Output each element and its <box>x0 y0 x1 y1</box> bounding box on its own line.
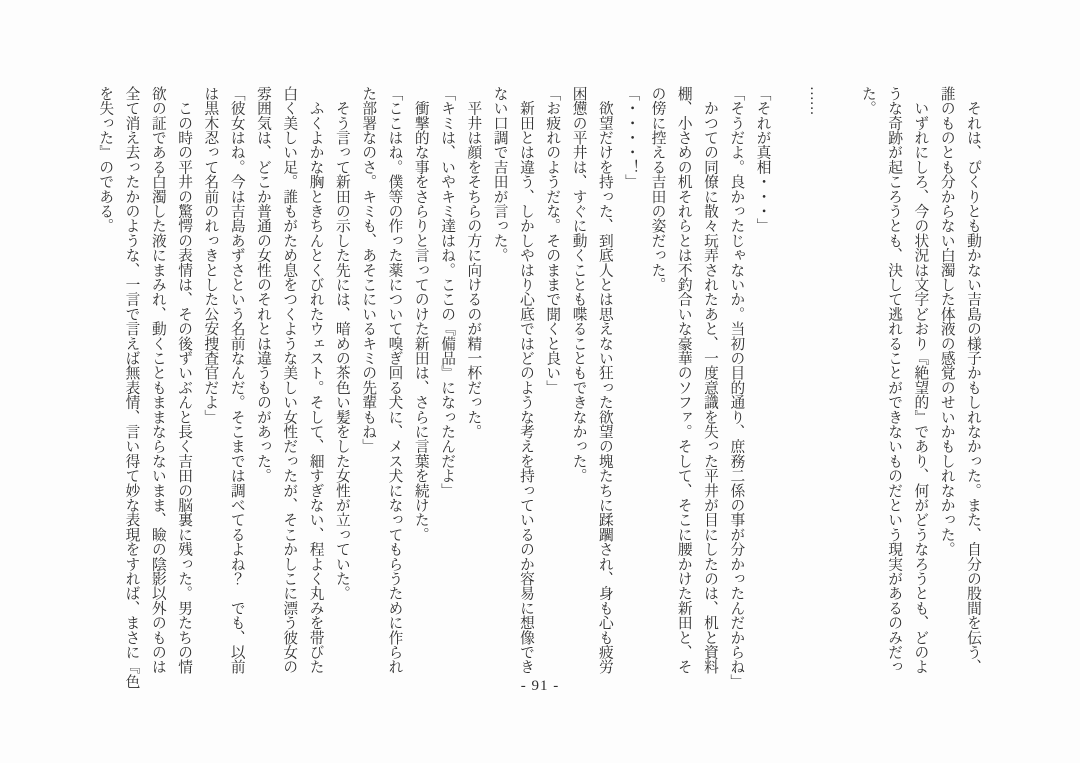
text-line-ellipsis: …… <box>807 86 824 116</box>
text-line: 衝撃的な事をさらりと言ってのけた新田は、さらに言葉を続けた。 <box>412 86 429 542</box>
text-line: 雰囲気は、どこか普通の女性のそれとは違うものがあった。 <box>254 86 271 483</box>
text-line: 「彼女はね。今は吉島あずさという名前なんだ。そこまでは調べてるよね？ でも、以前 <box>228 86 245 674</box>
text-line: それは、ぴくりとも動かない吉島の様子かもしれなかった。また、自分の股間を伝う、 <box>965 86 981 674</box>
text-line: 「お疲れのようだな。そのままで聞くと良い」 <box>544 86 561 395</box>
text-line: の傍に控える吉田の姿だった。 <box>649 86 666 292</box>
text-line: 全て消え去ったかのような、一言で言えば無表情、言い得て妙な表現をすれば、まさに『色 <box>123 86 140 689</box>
text-line: うな奇跡が起ころうとも、決して逃れることができないものだという現実があるのみだっ <box>886 86 903 674</box>
text-line: 「キミは、いやキミ達はね。ここの『備品』になったんだよ」 <box>439 86 456 498</box>
text-line: た。 <box>859 86 876 116</box>
text-line: た部署なのさ。キミも、あそこにいるキミの先輩もね」 <box>360 86 377 454</box>
text-line: 「それが真相・・・」 <box>754 86 771 233</box>
text-line: 新田とは違う、しかしやはり心底ではどのような考えを持っているのか容易に想像でき <box>517 86 534 674</box>
text-line: 白く美しい足。誰もがため息をつくような美しい女性だったが、そこかしこに漂う彼女の <box>281 86 298 674</box>
text-line-blank <box>776 86 802 682</box>
text-line: そう言って新田の示した先には、暗めの茶色い髪をした女性が立っていた。 <box>333 86 350 601</box>
text-line: 困憊の平井は、すぐに動くことも喋ることもできなかった。 <box>570 86 587 483</box>
text-line: 平井は顔をそちらの方に向けるのが精一杯だった。 <box>465 86 482 439</box>
text-line: 棚、小さめの机それらとは不釣合いな豪華のソファ。そして、そこに腰かけた新田と、そ <box>675 86 692 674</box>
text-line: 欲の証である白濁した液にまみれ、動くこともままならないまま、瞼の陰影以外のものは <box>149 86 166 674</box>
text-line: ふくよかな胸ときちんとくびれたウェスト。そして、細すぎない、程よく丸みを帯びた <box>307 86 324 674</box>
text-line: いずれにしろ、今の状況は文字どおり『絶望的』であり、何がどうなろうとも、どのよ <box>912 86 929 674</box>
text-line: ない口調で吉田が言った。 <box>491 86 508 263</box>
text-line: を失った』のである。 <box>97 86 114 233</box>
text-line: 欲望だけを持った、到底人とは思えない狂った欲望の塊たちに蹂躙され、身も心も疲労 <box>596 86 613 674</box>
text-line: 誰のものとも分からない白濁した体液の感覚のせいかもしれなかった。 <box>938 86 955 557</box>
text-line: は黒木忍って名前のれっきとした公安捜査官だよ」 <box>202 86 219 425</box>
text-line-blank <box>828 86 854 682</box>
text-line: 「ここはね。僕等の作った薬について嗅ぎ回る犬に、メス犬になってもらうために作られ <box>386 86 403 674</box>
text-line: 「・・・・！」 <box>623 86 640 189</box>
page-number: - 91 - <box>520 678 560 694</box>
text-line: この時の平井の驚愕の表情は、その後ずいぶんと長く吉田の脳裏に残った。男たちの情 <box>176 86 193 674</box>
text-line: かつての同僚に散々玩弄されたあと、一度意識を失った平井が目にしたのは、机と資料 <box>702 86 719 674</box>
text-line: 「そうだよ。良かったじゃないか。当初の目的通り、庶務二係の事が分かったんだからね」 <box>728 86 745 689</box>
